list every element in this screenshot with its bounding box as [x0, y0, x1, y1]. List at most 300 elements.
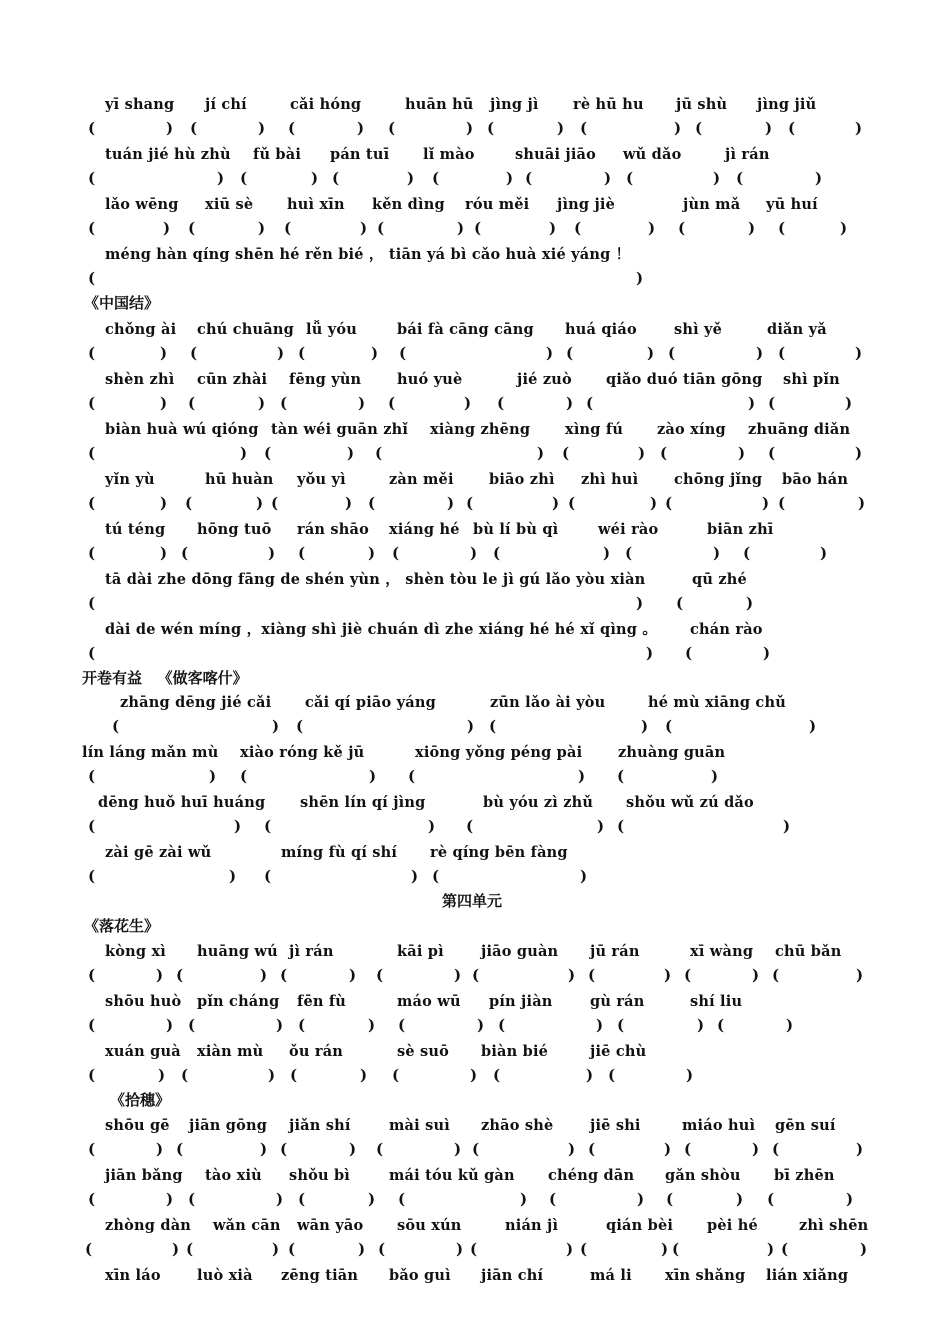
pinyin-word: qián bèi — [606, 1217, 674, 1234]
pinyin-word: xiào róng kě jū — [240, 744, 365, 761]
answer-paren: ( — [399, 344, 407, 362]
answer-paren: ) — [349, 1140, 357, 1158]
pinyin-word: jū shù — [676, 96, 728, 113]
answer-paren: ) — [856, 966, 864, 984]
answer-paren: ( — [625, 544, 633, 562]
answer-paren: ) — [464, 394, 472, 412]
answer-paren: ( — [188, 1190, 196, 1208]
answer-paren: ( — [284, 219, 292, 237]
pinyin-word: chǒng ài — [105, 321, 177, 338]
answer-paren: ( — [368, 494, 376, 512]
answer-paren: ) — [647, 344, 655, 362]
answer-blank-row — [0, 168, 950, 190]
answer-paren: ) — [368, 544, 376, 562]
answer-paren: ) — [209, 767, 217, 785]
pinyin-word: lín láng mǎn mù — [82, 744, 219, 761]
answer-paren: ) — [166, 119, 174, 137]
pinyin-row — [0, 370, 950, 392]
pinyin-word: biān zhī — [707, 521, 774, 538]
answer-paren: ) — [637, 1190, 645, 1208]
answer-paren: ) — [604, 169, 612, 187]
section-heading-row — [0, 1090, 950, 1112]
pinyin-word: jiān bǎng — [105, 1167, 183, 1184]
answer-paren: ( — [568, 494, 576, 512]
pinyin-word: zhì shēn — [799, 1217, 869, 1234]
answer-paren: ( — [668, 344, 676, 362]
answer-paren: ( — [778, 219, 786, 237]
answer-paren: ) — [467, 717, 475, 735]
answer-paren: ( — [580, 119, 588, 137]
pinyin-word: luò xià — [197, 1267, 253, 1284]
pinyin-word: chán rào — [690, 621, 763, 638]
section-heading-row — [0, 891, 950, 913]
answer-paren: ( — [378, 1240, 386, 1258]
pinyin-word: jiǎn shí — [289, 1117, 351, 1134]
pinyin-word: shèn zhì — [105, 371, 175, 388]
answer-paren: ( — [264, 867, 272, 885]
answer-paren: ) — [674, 119, 682, 137]
pinyin-word: shuāi jiāo — [515, 146, 597, 163]
answer-paren: ) — [156, 1140, 164, 1158]
pinyin-word: xiàn mù — [197, 1043, 264, 1060]
answer-paren: ) — [506, 169, 514, 187]
answer-paren: ) — [840, 219, 848, 237]
answer-paren: ) — [349, 966, 357, 984]
pinyin-word: huì xīn — [287, 196, 345, 213]
answer-paren: ) — [454, 966, 462, 984]
answer-paren: ( — [88, 544, 96, 562]
pinyin-word: xiū sè — [205, 196, 254, 213]
answer-paren: ( — [574, 219, 582, 237]
answer-paren: ) — [360, 219, 368, 237]
answer-paren: ( — [280, 394, 288, 412]
answer-paren: ( — [271, 494, 279, 512]
answer-paren: ) — [646, 644, 654, 662]
answer-paren: ( — [290, 1066, 298, 1084]
pinyin-word: pán tuī — [330, 146, 390, 163]
answer-paren: ( — [489, 717, 497, 735]
answer-paren: ) — [815, 169, 823, 187]
pinyin-word: jìng jiǔ — [757, 96, 817, 113]
section-heading-row — [0, 293, 950, 315]
pinyin-row — [0, 743, 950, 765]
pinyin-word: róu měi — [465, 196, 530, 213]
pinyin-word: yī shang — [105, 96, 175, 113]
answer-paren: ( — [88, 817, 96, 835]
answer-paren: ( — [665, 494, 673, 512]
answer-paren: ) — [260, 1140, 268, 1158]
answer-paren: ) — [258, 394, 266, 412]
pinyin-word: jiāo guàn — [481, 943, 559, 960]
answer-paren: ( — [432, 867, 440, 885]
answer-paren: ) — [664, 1140, 672, 1158]
pinyin-row — [0, 145, 950, 167]
answer-paren: ) — [256, 494, 264, 512]
pinyin-word: wǎn cān — [213, 1217, 281, 1234]
pinyin-word: sōu xún — [397, 1217, 462, 1234]
answer-blank-row — [0, 1015, 950, 1037]
pinyin-word: jìng jì — [490, 96, 539, 113]
answer-paren: ( — [736, 169, 744, 187]
answer-blank-row — [0, 443, 950, 465]
pinyin-word: bái fà cāng cāng — [397, 321, 534, 338]
pinyin-word: hōng tuō — [197, 521, 272, 538]
pinyin-word: dēng huǒ huī huáng — [98, 794, 266, 811]
answer-paren: ( — [398, 1190, 406, 1208]
answer-paren: ) — [736, 1190, 744, 1208]
pinyin-row — [0, 620, 950, 642]
answer-paren: ( — [498, 1016, 506, 1034]
pinyin-row — [0, 992, 950, 1014]
pinyin-word: gēn suí — [775, 1117, 836, 1134]
answer-paren: ) — [447, 494, 455, 512]
answer-paren: ( — [549, 1190, 557, 1208]
pinyin-word: pèi hé — [707, 1217, 758, 1234]
answer-paren: ( — [672, 1240, 680, 1258]
answer-paren: ) — [752, 1140, 760, 1158]
answer-paren: ( — [466, 494, 474, 512]
pinyin-word: huān hū — [405, 96, 474, 113]
pinyin-row — [0, 570, 950, 592]
answer-paren: ) — [664, 966, 672, 984]
pinyin-word: fǔ bài — [253, 146, 302, 163]
answer-paren: ( — [472, 1140, 480, 1158]
pinyin-word: chū bǎn — [775, 943, 842, 960]
pinyin-word: yǐn yù — [105, 471, 155, 488]
answer-paren: ( — [772, 966, 780, 984]
answer-paren: ( — [470, 1240, 478, 1258]
answer-blank-row — [0, 1065, 950, 1087]
pinyin-word: jì rán — [289, 943, 334, 960]
answer-paren: ( — [376, 1140, 384, 1158]
section-heading: 第四单元 — [442, 892, 503, 910]
answer-paren: ( — [88, 269, 96, 287]
answer-blank-row — [0, 816, 950, 838]
answer-paren: ( — [181, 544, 189, 562]
pinyin-word: shì pǐn — [783, 371, 840, 388]
answer-paren: ( — [88, 494, 96, 512]
answer-paren: ) — [371, 344, 379, 362]
answer-blank-row — [0, 343, 950, 365]
answer-paren: ) — [846, 1190, 854, 1208]
answer-paren: ( — [626, 169, 634, 187]
pinyin-word: rè qíng bēn fàng — [430, 844, 568, 861]
answer-paren: ) — [234, 817, 242, 835]
pinyin-word: zūn lǎo ài yòu — [490, 694, 606, 711]
answer-paren: ) — [568, 966, 576, 984]
answer-paren: ) — [347, 444, 355, 462]
pinyin-word: diǎn yǎ — [767, 321, 827, 338]
answer-paren: ) — [580, 867, 588, 885]
pinyin-word: huó yuè — [397, 371, 463, 388]
pinyin-word: xuán guà — [105, 1043, 181, 1060]
pinyin-row — [0, 1042, 950, 1064]
pinyin-word: lǚ yóu — [306, 321, 357, 338]
answer-paren: ) — [166, 1190, 174, 1208]
answer-blank-row — [0, 493, 950, 515]
section-heading-row — [0, 668, 950, 690]
answer-paren: ) — [767, 1240, 775, 1258]
answer-paren: ( — [408, 767, 416, 785]
answer-paren: ) — [368, 1016, 376, 1034]
answer-paren: ) — [456, 1240, 464, 1258]
answer-paren: ( — [85, 1240, 93, 1258]
answer-paren: ( — [280, 966, 288, 984]
answer-paren: ( — [181, 1066, 189, 1084]
pinyin-word: hū huàn — [205, 471, 274, 488]
pinyin-word: tàn wéi guān zhǐ — [271, 421, 409, 438]
answer-paren: ( — [588, 1140, 596, 1158]
answer-paren: ( — [617, 1016, 625, 1034]
answer-paren: ) — [783, 817, 791, 835]
answer-paren: ) — [578, 767, 586, 785]
pinyin-word: méng hàn qíng shēn hé rěn bié ， tiān yá bì cǎo huà xié yáng ！ — [105, 246, 631, 263]
pinyin-row — [0, 693, 950, 715]
answer-paren: ) — [360, 1066, 368, 1084]
answer-paren: ( — [88, 867, 96, 885]
answer-paren: ( — [487, 119, 495, 137]
answer-paren: ( — [685, 644, 693, 662]
pinyin-word: cūn zhài — [197, 371, 268, 388]
answer-paren: ) — [272, 1240, 280, 1258]
answer-paren: ) — [345, 494, 353, 512]
answer-paren: ( — [388, 394, 396, 412]
answer-paren: ( — [432, 169, 440, 187]
answer-paren: ( — [392, 544, 400, 562]
pinyin-word: tuán jié hù zhù — [105, 146, 231, 163]
answer-paren: ) — [763, 644, 771, 662]
answer-paren: ( — [474, 219, 482, 237]
answer-paren: ) — [860, 1240, 868, 1258]
answer-paren: ( — [472, 966, 480, 984]
answer-paren: ( — [88, 444, 96, 462]
pinyin-row — [0, 793, 950, 815]
pinyin-row — [0, 95, 950, 117]
answer-paren: ) — [820, 544, 828, 562]
answer-paren: ) — [568, 1140, 576, 1158]
answer-paren: ( — [88, 169, 96, 187]
answer-paren: ( — [684, 1140, 692, 1158]
pinyin-row — [0, 195, 950, 217]
pinyin-word: bī zhēn — [774, 1167, 835, 1184]
pinyin-word: lǐ mào — [423, 146, 475, 163]
answer-paren: ) — [260, 966, 268, 984]
answer-blank-row — [0, 1139, 950, 1161]
answer-paren: ) — [166, 1016, 174, 1034]
pinyin-word: kāi pì — [397, 943, 444, 960]
pinyin-word: shí liu — [690, 993, 743, 1010]
pinyin-word: jū rán — [590, 943, 640, 960]
answer-paren: ( — [88, 767, 96, 785]
answer-paren: ) — [520, 1190, 528, 1208]
pinyin-word: biàn bié — [481, 1043, 549, 1060]
pinyin-word: gǎn shòu — [665, 1167, 741, 1184]
answer-paren: ( — [88, 1016, 96, 1034]
pinyin-word: jìng jiè — [557, 196, 616, 213]
answer-paren: ) — [748, 219, 756, 237]
answer-paren: ) — [160, 394, 168, 412]
answer-paren: ( — [188, 219, 196, 237]
pinyin-word: miáo huì — [682, 1117, 756, 1134]
answer-paren: ) — [258, 119, 266, 137]
pinyin-word: pǐn cháng — [197, 993, 280, 1010]
answer-paren: ( — [768, 444, 776, 462]
answer-paren: ) — [229, 867, 237, 885]
answer-paren: ( — [767, 1190, 775, 1208]
section-heading: 《拾穗》 — [110, 1091, 171, 1109]
pinyin-word: hé mù xiāng chǔ — [648, 694, 786, 711]
answer-blank-row — [0, 766, 950, 788]
answer-paren: ( — [772, 1140, 780, 1158]
answer-paren: ) — [686, 1066, 694, 1084]
pinyin-word: jié zuò — [517, 371, 572, 388]
answer-paren: ) — [762, 494, 770, 512]
answer-paren: ) — [549, 219, 557, 237]
answer-paren: ( — [788, 119, 796, 137]
pinyin-word: xiáng hé — [389, 521, 460, 538]
pinyin-word: tào xiù — [205, 1167, 262, 1184]
answer-paren: ( — [298, 544, 306, 562]
answer-paren: ) — [566, 1240, 574, 1258]
answer-paren: ) — [477, 1016, 485, 1034]
answer-paren: ) — [277, 344, 285, 362]
answer-paren: ) — [636, 269, 644, 287]
answer-paren: ( — [298, 344, 306, 362]
pinyin-row — [0, 942, 950, 964]
answer-paren: ) — [765, 119, 773, 137]
answer-paren: ) — [156, 966, 164, 984]
pinyin-word: tú téng — [105, 521, 166, 538]
pinyin-row — [0, 245, 950, 267]
answer-paren: ) — [466, 119, 474, 137]
answer-paren: ( — [493, 544, 501, 562]
answer-paren: ( — [88, 594, 96, 612]
pinyin-row — [0, 1216, 950, 1238]
answer-paren: ) — [648, 219, 656, 237]
answer-paren: ( — [88, 394, 96, 412]
answer-paren: ) — [158, 1066, 166, 1084]
answer-paren: ( — [768, 394, 776, 412]
pinyin-word: qiǎo duó tiān gōng — [606, 371, 763, 388]
answer-blank-row — [0, 593, 950, 615]
pinyin-word: má li — [590, 1267, 632, 1284]
pinyin-row — [0, 420, 950, 442]
answer-paren: ( — [608, 1066, 616, 1084]
pinyin-word: bǎo guì — [389, 1267, 451, 1284]
answer-blank-row — [0, 543, 950, 565]
answer-paren: ) — [546, 344, 554, 362]
answer-paren: ) — [240, 444, 248, 462]
answer-paren: ) — [454, 1140, 462, 1158]
pinyin-word: zàn měi — [389, 471, 454, 488]
answer-paren: ( — [88, 344, 96, 362]
section-heading: 开卷有益 《做客喀什》 — [82, 669, 248, 687]
answer-paren: ( — [88, 119, 96, 137]
pinyin-word: bù lí bù qì — [473, 521, 559, 538]
answer-paren: ( — [88, 1140, 96, 1158]
answer-paren: ( — [743, 544, 751, 562]
answer-paren: ) — [276, 1190, 284, 1208]
pinyin-word: jì rán — [725, 146, 770, 163]
answer-paren: ( — [88, 966, 96, 984]
pinyin-word: zhì huì — [581, 471, 639, 488]
pinyin-word: xiōng yǒng péng pài — [415, 744, 583, 761]
answer-paren: ( — [695, 119, 703, 137]
pinyin-word: shēn lín qí jìng — [300, 794, 426, 811]
answer-paren: ( — [660, 444, 668, 462]
pinyin-word: rán shāo — [297, 521, 369, 538]
answer-paren: ( — [398, 1016, 406, 1034]
pinyin-word: wān yāo — [297, 1217, 364, 1234]
section-heading: 《落花生》 — [84, 917, 160, 935]
answer-paren: ) — [411, 867, 419, 885]
answer-paren: ) — [160, 494, 168, 512]
answer-blank-row — [0, 1189, 950, 1211]
section-heading: 《中国结》 — [84, 294, 160, 312]
answer-paren: ) — [856, 1140, 864, 1158]
answer-paren: ) — [855, 444, 863, 462]
answer-paren: ( — [525, 169, 533, 187]
answer-paren: ( — [377, 219, 385, 237]
answer-paren: ( — [190, 344, 198, 362]
answer-paren: ) — [641, 717, 649, 735]
pinyin-word: kěn dìng — [372, 196, 445, 213]
pinyin-word: wǔ dǎo — [623, 146, 682, 163]
answer-paren: ( — [781, 1240, 789, 1258]
answer-paren: ( — [562, 444, 570, 462]
answer-paren: ) — [537, 444, 545, 462]
pinyin-word: xiàng zhēng — [430, 421, 531, 438]
answer-paren: ( — [588, 966, 596, 984]
pinyin-row — [0, 320, 950, 342]
pinyin-word: zēng tiān — [281, 1267, 359, 1284]
answer-paren: ) — [603, 544, 611, 562]
answer-paren: ) — [160, 544, 168, 562]
pinyin-word: zhuàng guān — [618, 744, 726, 761]
answer-paren: ( — [566, 344, 574, 362]
answer-paren: ) — [163, 219, 171, 237]
answer-paren: ) — [596, 1016, 604, 1034]
answer-paren: ( — [188, 1016, 196, 1034]
answer-paren: ( — [617, 767, 625, 785]
pinyin-row — [0, 520, 950, 542]
pinyin-word: huāng wú — [197, 943, 278, 960]
answer-blank-row — [0, 393, 950, 415]
pinyin-word: wéi rào — [598, 521, 659, 538]
pinyin-word: biàn huà wú qióng — [105, 421, 259, 438]
pinyin-word: bù yóu zì zhǔ — [483, 794, 594, 811]
pinyin-word: mái tóu kǔ gàn — [389, 1167, 515, 1184]
answer-paren: ( — [617, 817, 625, 835]
answer-blank-row — [0, 118, 950, 140]
answer-paren: ( — [88, 1066, 96, 1084]
answer-paren: ) — [786, 1016, 794, 1034]
answer-paren: ) — [586, 1066, 594, 1084]
answer-paren: ( — [288, 119, 296, 137]
answer-paren: ) — [272, 717, 280, 735]
answer-paren: ( — [280, 1140, 288, 1158]
answer-blank-row — [0, 965, 950, 987]
answer-paren: ) — [258, 219, 266, 237]
answer-paren: ( — [176, 966, 184, 984]
answer-blank-row — [0, 268, 950, 290]
answer-blank-row — [0, 218, 950, 240]
answer-paren: ( — [296, 717, 304, 735]
answer-paren: ) — [711, 767, 719, 785]
pinyin-row — [0, 470, 950, 492]
pinyin-word: lǎo wēng — [105, 196, 179, 213]
pinyin-word: shōu huò — [105, 993, 182, 1010]
